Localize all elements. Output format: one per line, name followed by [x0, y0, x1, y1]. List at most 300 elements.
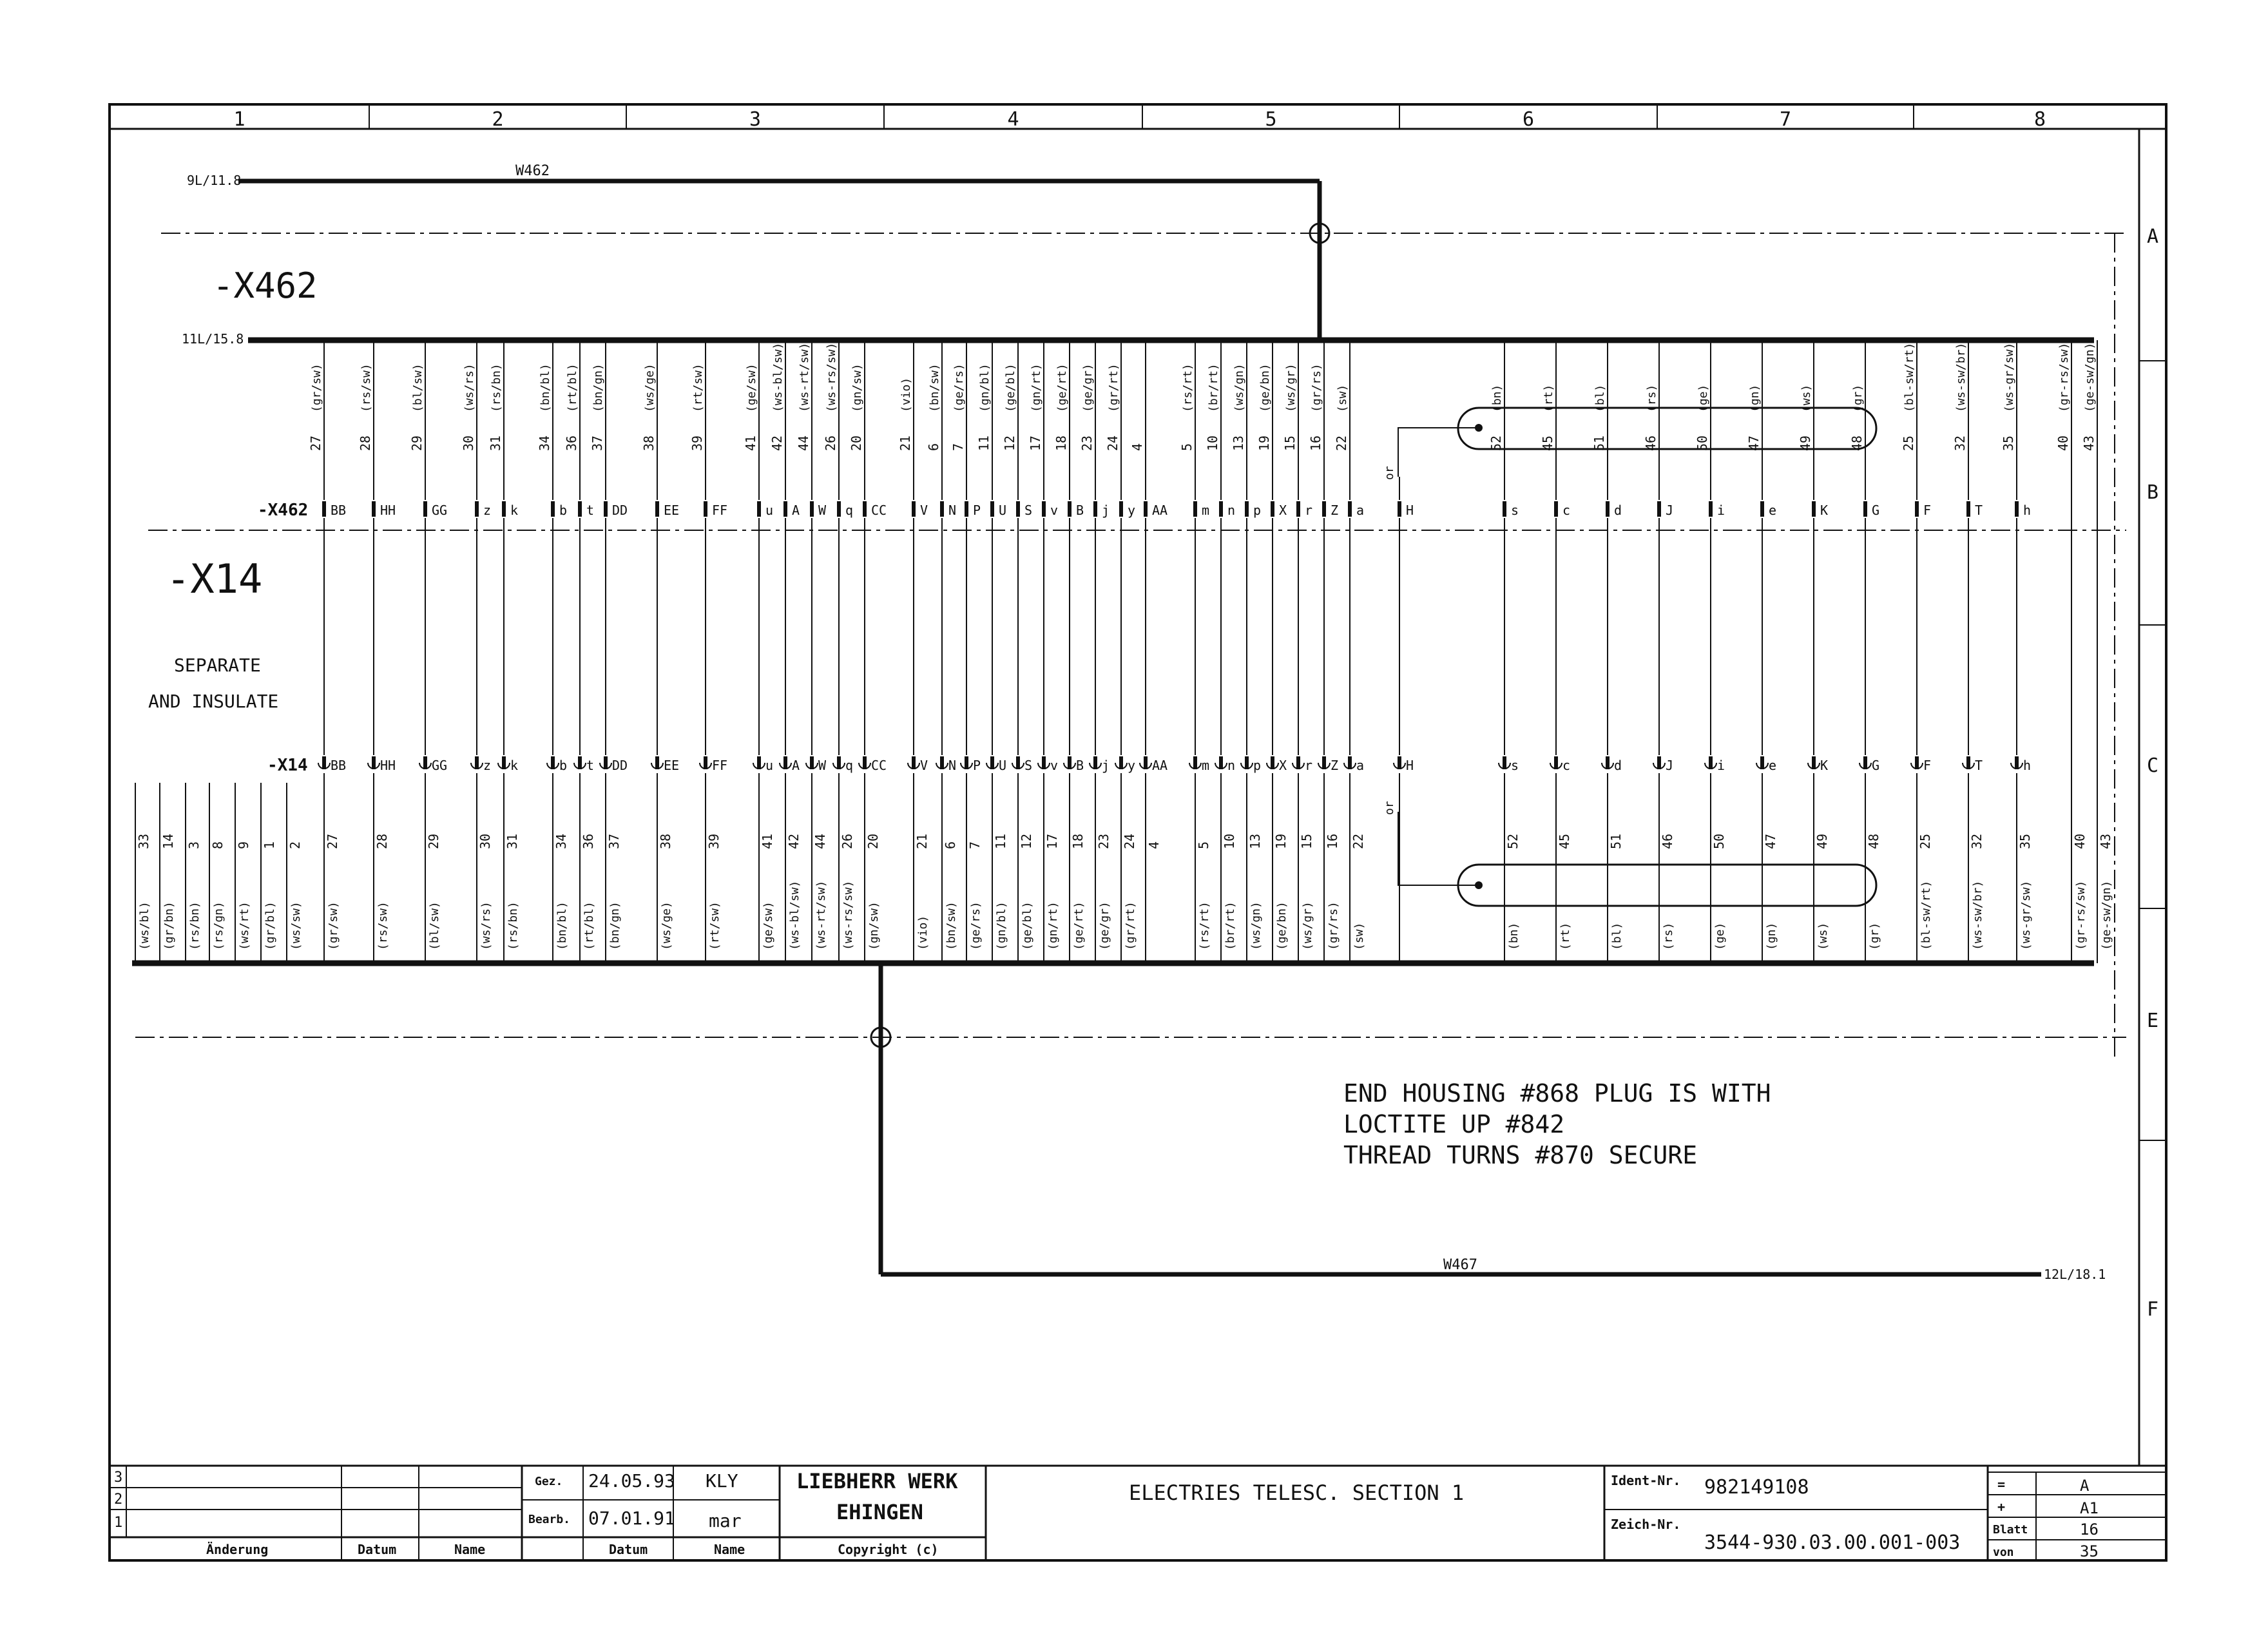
pin-letter-x14: d: [1614, 758, 1622, 773]
pin-mark-x462: [423, 501, 427, 517]
wire-color-top: (ge/bn): [1258, 363, 1272, 412]
pin-mark-x462: [1271, 501, 1274, 517]
wire-number-bottom: 23: [1096, 833, 1111, 849]
pin-group: [1028, 340, 1060, 963]
wire-number-bottom: 32: [1969, 833, 1984, 849]
wire-color-bottom: (ws-sw/br): [1971, 880, 1984, 950]
wire-number-bottom: 41: [760, 833, 775, 849]
pin-letter-x14: p: [1253, 758, 1262, 773]
wire-number-bottom: 21: [914, 833, 930, 849]
pin-letter-x462: a: [1356, 503, 1365, 518]
pin-letter-x462: t: [586, 503, 595, 518]
column-label: 8: [2033, 108, 2046, 131]
pin-group: [1643, 340, 1675, 963]
wire-color-bottom: (gn/rt): [1046, 901, 1060, 950]
wire-color-bottom: (rs/sw): [376, 901, 390, 950]
of-value: 35: [2080, 1542, 2099, 1560]
pin-mark-x14: [1042, 756, 1046, 769]
wire-color-top: (vio): [899, 377, 913, 412]
column-dividers: [369, 104, 1914, 129]
x462-title: -X462: [213, 265, 318, 306]
pin-group: [641, 340, 679, 963]
wire-number-bottom: 47: [1763, 833, 1778, 849]
loose-end: [261, 783, 277, 963]
or-label-bottom: or: [1383, 801, 1396, 815]
wire-color-top: (ws-gr/sw): [2003, 342, 2016, 412]
wire-color-top: (ge/bl): [1004, 363, 1017, 412]
pin-mark-x462: [1245, 501, 1249, 517]
wire-color-bottom: (rt/sw): [708, 901, 722, 950]
shield-junction-bottom: [1475, 881, 1483, 889]
wire-number-top: 24: [1105, 435, 1120, 451]
wire-color-top: (ge/gr): [1081, 363, 1095, 412]
wire-color-top: (gn/sw): [850, 363, 864, 412]
wire-number-bottom: 20: [865, 833, 881, 849]
pin-letter-x462: U: [999, 503, 1007, 518]
wire-number-top: 43: [2081, 435, 2097, 451]
wire-number-top: 19: [1256, 435, 1272, 451]
wire-number-top: 18: [1053, 435, 1069, 451]
wire-color-bottom: (rt/bl): [582, 901, 596, 950]
wire-number-top: 27: [308, 435, 323, 451]
wire-number-top: 34: [537, 435, 552, 451]
wire-number-bottom: 10: [1222, 833, 1237, 849]
wire-number-top: 20: [849, 435, 864, 451]
wire-color-bottom: (ws/rs): [479, 901, 493, 950]
wire-color-top: (gn/rt): [1030, 363, 1043, 412]
pin-letter-x462: BB: [331, 503, 347, 518]
loose-wire-number: 3: [186, 841, 202, 849]
wire-number-bottom: 51: [1608, 833, 1624, 849]
wire-number-bottom: 28: [374, 833, 390, 849]
pin-mark-x14: [372, 756, 376, 769]
ident-value: 982149108: [1704, 1476, 1809, 1499]
pin-mark-x14: [1245, 756, 1249, 769]
wire-number-bottom: 13: [1247, 833, 1263, 849]
wire-number-bottom: 5: [1196, 841, 1211, 849]
company-line-1: LIEBHERR WERK: [796, 1469, 958, 1493]
wire-number-bottom: 15: [1299, 833, 1314, 849]
wire-number-bottom: 25: [1917, 833, 1933, 849]
wire-number-bottom: 26: [840, 833, 855, 849]
pin-mark-x462: [1709, 501, 1713, 517]
pin-letter-x462: d: [1614, 503, 1622, 518]
outer-frame: [110, 104, 2166, 1560]
pin-group: [1053, 340, 1086, 963]
pin-group: [2055, 340, 2088, 963]
wire-color-bottom: (vio): [916, 915, 930, 950]
wire-color-top: (rt): [1542, 384, 1555, 412]
pin-mark-x462: [1554, 501, 1558, 517]
pin-mark-x462: [1348, 501, 1352, 517]
loose-end: [160, 783, 176, 963]
wire-number-top: 21: [898, 435, 913, 451]
pin-letter-x14: q: [845, 758, 854, 773]
wire-number-top: 42: [769, 435, 785, 451]
wire-number-top: 31: [488, 435, 503, 451]
wire-number-top: 5: [1179, 443, 1195, 451]
top-cable-label: W462: [515, 163, 550, 179]
loose-end: [235, 783, 251, 963]
pin-mark-x462: [940, 501, 944, 517]
pin-letter-x14: A: [792, 758, 800, 773]
wire-color-top: (rt/sw): [691, 363, 705, 412]
pin-letter-x462: u: [765, 503, 774, 518]
pin-group: [769, 340, 802, 963]
wire-number-bottom: 46: [1660, 833, 1675, 849]
pin-mark-x14: [475, 756, 479, 769]
pin-mark-x462: [1296, 501, 1300, 517]
pin-mark-x462: [1398, 501, 1401, 517]
pin-mark-x14: [837, 756, 841, 769]
pin-letter-x14: T: [1975, 758, 1983, 773]
pin-group: [537, 340, 569, 963]
wire-number-top: 25: [1901, 435, 1916, 451]
pin-mark-x462: [990, 501, 994, 517]
pin-group: [1308, 340, 1340, 963]
pin-mark-x14: [757, 756, 761, 769]
col-date-label: Datum: [358, 1542, 397, 1557]
pin-letter-x14: y: [1128, 758, 1136, 773]
pin-letter-x462: FF: [712, 503, 728, 518]
wire-color-top: (bn/bl): [539, 363, 552, 412]
wire-color-top: (bn/gn): [591, 363, 605, 412]
drawing-number-value: 3544-930.03.00.001-003: [1704, 1531, 1961, 1554]
pin-letter-x14: P: [973, 758, 981, 773]
wire-color-top: (gr-rs/sw): [2057, 342, 2071, 412]
pin-letter-x14: J: [1666, 758, 1674, 773]
wire-color-top: (rs/sw): [360, 363, 373, 412]
pin-group: [461, 340, 493, 963]
drawn-label: Gez.: [535, 1475, 563, 1488]
pin-group: [358, 340, 396, 963]
pin-letter-x462: j: [1102, 503, 1110, 518]
pin-mark-x462: [1657, 501, 1661, 517]
wire-number-bottom: 49: [1814, 833, 1830, 849]
pin-letter-x462: k: [510, 503, 519, 518]
wire-number-bottom: 4: [1146, 841, 1162, 849]
edited-date: 07.01.91: [588, 1508, 675, 1529]
wire-number-bottom: 27: [325, 833, 340, 849]
wire-color-bottom: (gn/bl): [995, 901, 1008, 950]
pin-letter-x14: a: [1356, 758, 1365, 773]
loose-wire-color: (rs/gn): [212, 901, 226, 950]
pin-group: [564, 340, 596, 963]
wire-color-top: (ws-sw/br): [1954, 342, 1968, 412]
pin-mark-x14: [1863, 756, 1867, 769]
pin-letter-x14: F: [1923, 758, 1932, 773]
pin-mark-x14: [2015, 756, 2019, 769]
wire-color-top: (rs): [1645, 384, 1658, 412]
pin-mark-x14: [1322, 756, 1326, 769]
pin-mark-x14: [1760, 756, 1764, 769]
pin-letter-x462: c: [1562, 503, 1571, 518]
pin-group: [1540, 340, 1572, 963]
pin-mark-x462: [837, 501, 841, 517]
wire-color-bottom: (ws-bl/sw): [788, 880, 802, 950]
wire-color-bottom: (ws/gr): [1301, 901, 1314, 950]
pin-letter-x14: W: [818, 758, 827, 773]
pin-group: [1205, 340, 1237, 963]
pin-group: [1282, 340, 1314, 963]
pin-mark-x14: [1709, 756, 1713, 769]
rev-row-3: 3: [114, 1470, 123, 1486]
wire-color-top: (gn/bl): [978, 363, 992, 412]
loose-wire-number: 9: [236, 841, 251, 849]
pin-mark-x462: [1068, 501, 1072, 517]
pin-letter-x14: z: [483, 758, 492, 773]
loose-wire-color: (gr/bl): [264, 901, 277, 950]
wire-color-bottom: (ws-rs/sw): [841, 880, 855, 950]
pin-letter-x14: EE: [664, 758, 680, 773]
pin-group: [898, 340, 930, 963]
pin-mark-x462: [1863, 501, 1867, 517]
drawn-name: KLY: [706, 1470, 738, 1491]
wire-color-bottom: (gr/rs): [1327, 901, 1340, 950]
pin-mark-x14: [1296, 756, 1300, 769]
wire-number-bottom: 44: [812, 833, 828, 849]
pin-group: [743, 340, 775, 963]
wire-number-top: 32: [1952, 435, 1968, 451]
pin-letter-x14: G: [1872, 758, 1880, 773]
wire-number-top: 52: [1488, 435, 1504, 451]
wire-number-bottom: 30: [477, 833, 493, 849]
wire-number-bottom: 36: [581, 833, 596, 849]
pin-letter-x462: P: [973, 503, 981, 518]
pin-group: [950, 340, 983, 963]
column-label: 5: [1265, 108, 1277, 131]
wire-number-top: 46: [1643, 435, 1658, 451]
pin-mark-x462: [1093, 501, 1097, 517]
wire-color-top: (ws-bl/sw): [771, 342, 785, 412]
wire-color-bottom: (gr): [1868, 922, 1881, 950]
pin-letter-x14: AA: [1152, 758, 1168, 773]
loose-wire-number: 1: [262, 841, 277, 849]
wire-number-top: 50: [1695, 435, 1710, 451]
pin-group: [689, 340, 727, 963]
loose-end: [186, 783, 202, 963]
pin-group: [308, 340, 346, 963]
wire-color-bottom: (rs): [1662, 922, 1675, 950]
pin-mark-x14: [1271, 756, 1274, 769]
wire-color-bottom: (rs/rt): [1198, 901, 1211, 950]
pin-letter-x462: HH: [380, 503, 396, 518]
pin-mark-x462: [965, 501, 968, 517]
pin-mark-x462: [502, 501, 506, 517]
col-change-label: Änderung: [206, 1542, 269, 1557]
pin-letter-x14: m: [1202, 758, 1210, 773]
pin-mark-x14: [423, 756, 427, 769]
wire-number-top: 4: [1129, 443, 1145, 451]
pin-mark-x14: [1657, 756, 1661, 769]
pin-letter-x14: c: [1562, 758, 1571, 773]
pin-letter-x462: DD: [612, 503, 628, 518]
wire-color-bottom: (bn): [1507, 922, 1521, 950]
wire-number-bottom: 6: [943, 841, 958, 849]
wire-color-top: (ws/ge): [643, 363, 657, 412]
wire-color-top: (ws-rt/sw): [798, 342, 811, 412]
pin-letter-x14: h: [2023, 758, 2032, 773]
wire-color-top: (gn): [1748, 384, 1762, 412]
pin-mark-x462: [475, 501, 479, 517]
pin-letter-x462: GG: [432, 503, 448, 518]
loose-wire-color: (ws/bl): [138, 901, 151, 950]
pin-letter-x14: k: [510, 758, 519, 773]
pin-group: [1105, 340, 1137, 963]
pin-letter-x462: z: [483, 503, 492, 518]
pin-letter-x462: X: [1279, 503, 1287, 518]
pin-group: [1231, 340, 1263, 963]
wire-number-top: 15: [1282, 435, 1298, 451]
wire-number-top: 44: [796, 435, 811, 451]
wire-number-bottom: 50: [1711, 833, 1727, 849]
pin-mark-x462: [655, 501, 659, 517]
wire-number-top: 7: [950, 443, 966, 451]
pin-mark-x462: [810, 501, 814, 517]
pin-mark-x462: [757, 501, 761, 517]
wire-color-top: (ge-sw/gn): [2083, 342, 2097, 412]
edited-label: Bearb.: [528, 1513, 571, 1526]
wire-color-top: (rs/rt): [1181, 363, 1195, 412]
insulate-note: AND INSULATE: [148, 691, 279, 712]
x462-row-label: -X462: [258, 501, 309, 520]
wire-number-top: 37: [590, 435, 605, 451]
pin-group: [849, 340, 887, 963]
pin-group: [1394, 477, 1414, 963]
plus-value: A1: [2080, 1499, 2099, 1517]
wire-number-top: 47: [1746, 435, 1762, 451]
pin-letter-x462: A: [792, 503, 800, 518]
column-label: 7: [1779, 108, 1792, 131]
column-label: 2: [492, 108, 504, 131]
pin-group: [926, 340, 958, 963]
pin-mark-x462: [912, 501, 916, 517]
wire-color-top: (gr/rs): [1310, 363, 1323, 412]
company-line-2: EHINGEN: [836, 1500, 923, 1524]
pin-mark-x462: [1966, 501, 1970, 517]
pin-letter-x462: H: [1406, 503, 1414, 518]
wire-number-bottom: 40: [2072, 833, 2088, 849]
pin-mark-x462: [1760, 501, 1764, 517]
pin-mark-x14: [322, 756, 326, 769]
pin-mark-x462: [783, 501, 787, 517]
loose-wire-ends: [135, 783, 303, 963]
shield-junction-top: [1475, 424, 1483, 432]
pin-group: [2001, 340, 2033, 963]
wire-color-bottom: (ws/gn): [1249, 901, 1263, 950]
wire-color-top: (rt/bl): [566, 363, 579, 412]
wire-color-top: (ge/rs): [952, 363, 966, 412]
bus-ref-label: 11L/15.8: [182, 331, 244, 347]
pin-mark-x462: [1016, 501, 1020, 517]
pin-mark-x14: [1398, 756, 1401, 769]
pin-letter-x14: CC: [871, 758, 887, 773]
wire-color-bottom: (bl-sw/rt): [1919, 880, 1933, 950]
pin-mark-x462: [1322, 501, 1326, 517]
pin-mark-x14: [783, 756, 787, 769]
wire-number-top: 48: [1849, 435, 1865, 451]
wire-color-top: (ws/gn): [1233, 363, 1246, 412]
separate-note: SEPARATE: [174, 655, 261, 676]
pin-group: [1129, 340, 1168, 963]
pin-letter-x462: v: [1050, 503, 1059, 518]
column-label: 4: [1007, 108, 1019, 131]
pin-mark-x14: [990, 756, 994, 769]
pin-group: [2081, 340, 2113, 963]
wire-number-top: 23: [1079, 435, 1095, 451]
pin-group: [409, 340, 447, 963]
wire-color-top: (br/rt): [1207, 363, 1220, 412]
drawing-title: ELECTRIES TELESC. SECTION 1: [1129, 1481, 1465, 1505]
pin-group: [1798, 340, 1830, 963]
pin-mark-x462: [1193, 501, 1197, 517]
pin-mark-x462: [704, 501, 707, 517]
pin-letter-x14: HH: [380, 758, 396, 773]
pin-letter-x14: S: [1024, 758, 1033, 773]
loose-end: [135, 783, 151, 963]
pin-letter-x14: i: [1717, 758, 1725, 773]
loose-end: [287, 783, 303, 963]
pin-letter-x462: p: [1253, 503, 1262, 518]
pin-mark-x14: [1016, 756, 1020, 769]
wire-color-top: (rs/bn): [490, 363, 503, 412]
column-label: 1: [233, 108, 245, 131]
pin-letter-x14: s: [1511, 758, 1519, 773]
pin-group: [1488, 340, 1521, 963]
wire-color-bottom: (ws-rt/sw): [814, 880, 828, 950]
wire-color-bottom: (ge/rt): [1072, 901, 1086, 950]
wire-number-top: 36: [564, 435, 579, 451]
row-label: C: [2146, 754, 2159, 777]
wire-number-bottom: 43: [2098, 833, 2113, 849]
pin-group: [1079, 340, 1111, 963]
wire-color-bottom: (bn/gn): [608, 901, 622, 950]
drawn-date: 24.05.93: [588, 1470, 675, 1491]
wire-color-top: (ws): [1800, 384, 1813, 412]
eq-value: A: [2080, 1477, 2090, 1495]
pin-letter-x462: T: [1975, 503, 1983, 518]
wire-number-top: 10: [1205, 435, 1220, 451]
top-ref-label: 9L/11.8: [187, 173, 242, 188]
column-label: 6: [1522, 108, 1535, 131]
pin-group: [1746, 340, 1778, 963]
pin-letter-x14: u: [765, 758, 774, 773]
wire-color-bottom: (ge): [1713, 922, 1727, 950]
x14-title: -X14: [166, 555, 263, 602]
row-label: E: [2146, 1010, 2159, 1032]
pin-letter-x14: N: [948, 758, 957, 773]
wire-color-bottom: (ge-sw/gn): [2100, 880, 2113, 950]
pin-mark-x14: [1812, 756, 1816, 769]
pin-group: [1695, 340, 1727, 963]
pin-mark-x14: [1093, 756, 1097, 769]
wire-color-bottom: (gn/sw): [867, 901, 881, 950]
pin-mark-x14: [1219, 756, 1223, 769]
pin-letter-x462: q: [845, 503, 854, 518]
wire-color-bottom: (ge/rs): [969, 901, 983, 950]
wire-color-bottom: (ws-gr/sw): [2019, 880, 2033, 950]
wire-number-bottom: 42: [786, 833, 802, 849]
wire-number-top: 6: [926, 443, 941, 451]
pin-letter-x462: Z: [1331, 503, 1339, 518]
pin-group: [1256, 340, 1289, 963]
pin-letter-x14: B: [1076, 758, 1084, 773]
pin-mark-x462: [2015, 501, 2019, 517]
pin-letter-x14: v: [1050, 758, 1059, 773]
copyright-label: Copyright (c): [838, 1542, 939, 1557]
pin-mark-x14: [551, 756, 555, 769]
wire-number-bottom: 35: [2017, 833, 2033, 849]
